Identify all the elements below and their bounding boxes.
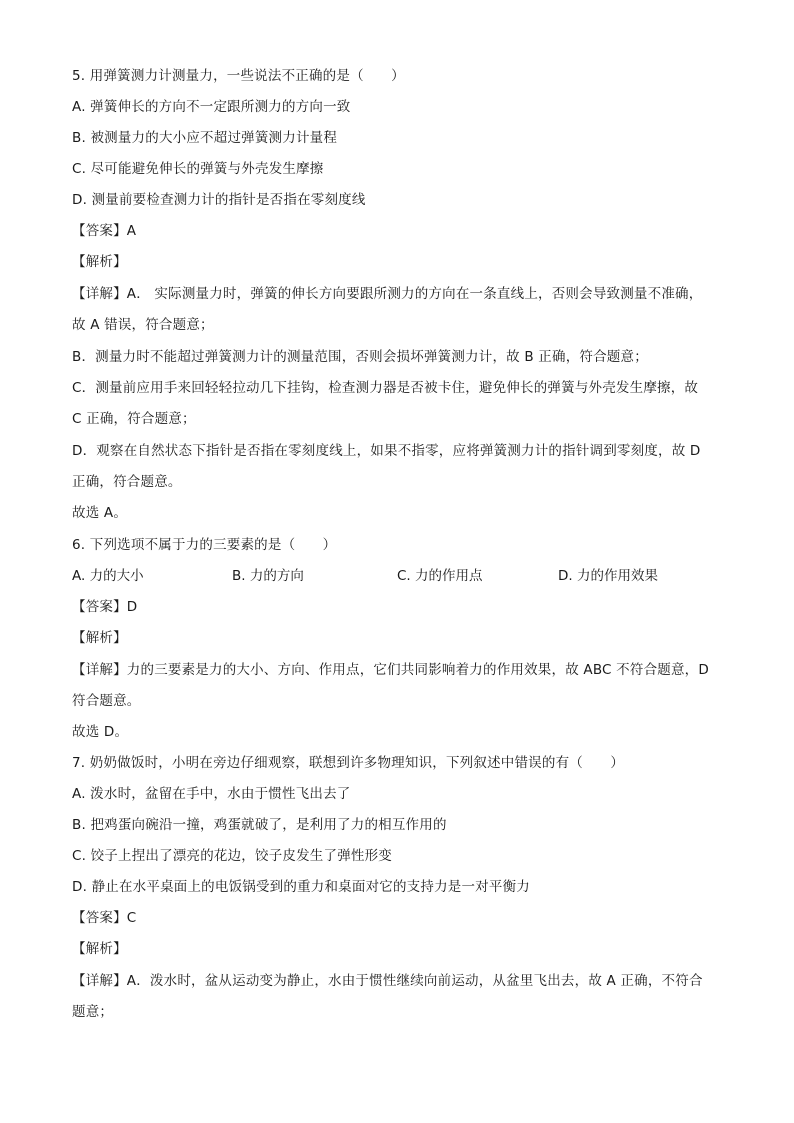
question-5-detail-line: 【详解】A． 实际测量力时，弹簧的伸长方向要跟所测力的方向在一条直线上，否则会导致测量不准确， <box>72 286 703 302</box>
question-6-conclusion: 故选 D。 <box>72 724 129 740</box>
question-5-detail-line: D．观察在自然状态下指针是否指在零刻度线上，如果不指零，应将弹簧测力计的指针调到零刻度，故 D <box>72 443 701 459</box>
question-6-detail-line: 【详解】力的三要素是力的大小、方向、作用点，它们共同影响着力的作用效果，故 ABC 不符合题意，D <box>72 662 709 678</box>
question-7-detail-line: 【详解】A．泼水时，盆从运动变为静止，水由于惯性继续向前运动，从盆里飞出去，故 A 正确，不符合 <box>72 973 703 989</box>
question-5-detail-line: 正确，符合题意。 <box>72 474 182 490</box>
question-7-option-a: A. 泼水时，盆留在手中，水由于惯性飞出去了 <box>72 786 351 802</box>
question-5-detail-line: C．测量前应用手来回轻轻拉动几下挂钩，检查测力器是否被卡住，避免伸长的弹簧与外壳发生摩擦，故 <box>72 380 699 396</box>
question-7-option-c: C. 饺子上捏出了漂亮的花边，饺子皮发生了弹性形变 <box>72 848 393 864</box>
question-6-option-d: D. 力的作用效果 <box>558 568 658 584</box>
question-5-detail-line: C 正确，符合题意； <box>72 411 196 427</box>
question-6-detail-line: 符合题意。 <box>72 693 141 709</box>
question-5-option-a: A. 弹簧伸长的方向不一定跟所测力的方向一致 <box>72 99 351 115</box>
question-7-option-b: B. 把鸡蛋向碗沿一撞，鸡蛋就破了，是利用了力的相互作用的 <box>72 817 447 833</box>
question-5-detail-line: 故 A 错误，符合题意； <box>72 317 214 333</box>
question-5-option-b: B. 被测量力的大小应不超过弹簧测力计量程 <box>72 130 338 146</box>
question-5-analysis-label: 【解析】 <box>72 254 127 270</box>
question-6-options-row <box>72 566 722 586</box>
question-7-stem: 7. 奶奶做饭时，小明在旁边仔细观察，联想到许多物理知识，下列叙述中错误的有（ ） <box>72 755 625 771</box>
question-5-answer: 【答案】A <box>72 223 137 239</box>
question-7-option-d: D. 静止在水平桌面上的电饭锅受到的重力和桌面对它的支持力是一对平衡力 <box>72 879 530 895</box>
question-6-stem: 6. 下列选项不属于力的三要素的是（ ） <box>72 537 337 553</box>
question-6-answer: 【答案】D <box>72 599 138 615</box>
question-5-stem: 5. 用弹簧测力计测量力，一些说法不正确的是（ ） <box>72 68 405 84</box>
question-6-analysis-label: 【解析】 <box>72 630 127 646</box>
question-5-conclusion: 故选 A。 <box>72 505 128 521</box>
question-6-option-b: B. 力的方向 <box>232 568 304 584</box>
question-7-detail-line: 题意； <box>72 1004 114 1020</box>
question-7-analysis-label: 【解析】 <box>72 941 127 957</box>
question-6-option-c: C. 力的作用点 <box>397 568 483 584</box>
question-5-detail-line: B．测量力时不能超过弹簧测力计的测量范围，否则会损坏弹簧测力计，故 B 正确，符合题意； <box>72 349 648 365</box>
question-5-option-c: C. 尽可能避免伸长的弹簧与外壳发生摩擦 <box>72 161 324 177</box>
question-6-option-a: A. 力的大小 <box>72 568 144 584</box>
question-7-answer: 【答案】C <box>72 910 137 926</box>
question-5-option-d: D. 测量前要检查测力计的指针是否指在零刻度线 <box>72 192 366 208</box>
